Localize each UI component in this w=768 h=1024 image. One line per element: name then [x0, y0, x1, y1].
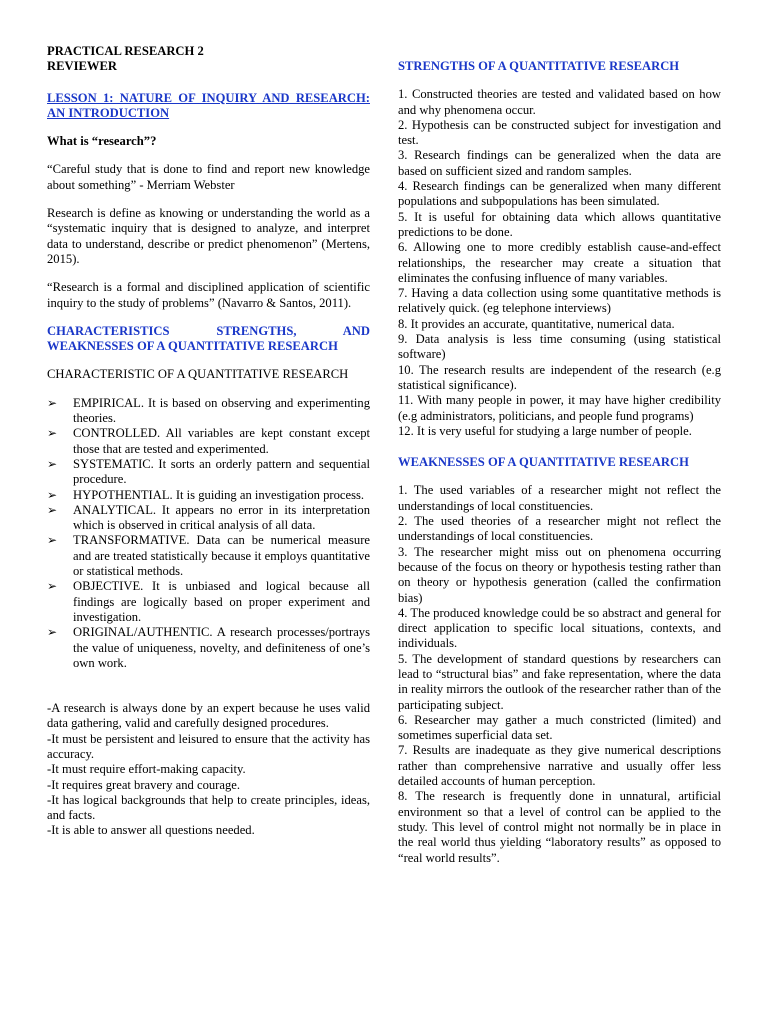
arrow-bullet-icon: ➢: [47, 502, 58, 517]
right-column: [398, 59, 721, 866]
list-item: 4. Research findings can be generalized when many different populations and subpopulations has been simulated.: [398, 179, 721, 209]
strengths-list: [398, 87, 721, 439]
arrow-bullet-icon: ➢: [47, 533, 58, 548]
arrow-bullet-icon: ➢: [47, 395, 58, 410]
list-item: 8. It provides an accurate, quantitative, numerical data.: [398, 316, 675, 331]
list-item: 3. Research findings can be generalized when the data are based on sufficient sized and random samples.: [398, 148, 721, 178]
list-item: 3. The researcher might miss out on phenomena occurring because of the focus on theory or hypothesis testing rather than on theory or hypothesis generation (called the confirmation bias): [398, 544, 721, 605]
arrow-bullet-icon: ➢: [47, 426, 58, 441]
definition-paragraph: “Careful study that is done to find and report new knowledge about something” - Merriam Webster: [47, 162, 370, 192]
list-item: ➢ OBJECTIVE. It is unbiased and logical because all findings are logically based on proper experiment and investigation.: [47, 579, 370, 624]
document-title: PRACTICAL RESEARCH 2 REVIEWER: [47, 44, 204, 74]
list-item: 6. Researcher may gather a much constricted (limited) and sometimes superficial data set.: [398, 712, 721, 743]
note-line: -It is able to answer all questions needed.: [47, 823, 255, 838]
list-item: ➢ SYSTEMATIC. It sorts an orderly pattern and sequential procedure.: [47, 456, 370, 487]
list-item: 7. Having a data collection using some quantitative methods is relatively quick. (eg telephone interviews): [398, 286, 721, 316]
note-line: -It must require effort-making capacity.: [47, 762, 246, 777]
list-item: 1. Constructed theories are tested and validated based on how and why phenomena occur.: [398, 87, 721, 117]
notes-block: [47, 701, 370, 839]
question-heading: What is “research”?: [47, 134, 157, 149]
list-item: ➢ ORIGINAL/AUTHENTIC. A research processes/portrays the value of uniqueness, novelty, and definiteness of one’s own work.: [47, 625, 370, 670]
list-item: 2. The used theories of a researcher might not reflect the understandings of local constituencies.: [398, 514, 721, 544]
list-item: 5. It is useful for obtaining data which allows quantitative predictions to be done.: [398, 209, 721, 239]
arrow-bullet-icon: ➢: [47, 625, 58, 640]
definition-paragraph: Research is define as knowing or understanding the world as a “systematic inquiry that is designed to analyze, and interpret data to understand, describe or predict phenomenon” (Mertens, 2015).: [47, 206, 370, 266]
list-item: ➢ ANALYTICAL. It appears no error in its interpretation which is observed in critical analysis of all data.: [47, 502, 370, 533]
left-column: [47, 44, 370, 839]
list-item: 5. The development of standard questions by researchers can lead to “structural bias” and fake representation, where the data in reality mirrors the outlook of the researcher rather than of the participating subject.: [398, 651, 721, 712]
list-item: ➢ TRANSFORMATIVE. Data can be numerical measure and are treated statistically because it employs quantitative or statistical methods.: [47, 533, 370, 579]
arrow-bullet-icon: ➢: [47, 487, 58, 502]
list-item: 2. Hypothesis can be constructed subject for investigation and test.: [398, 117, 721, 148]
list-item: 8. The research is frequently done in unnatural, artificial environment so that a level of control can be applied to the study. This level of control might not normally be in place in the real world thus yielding “laboratory results” as opposed to “real world results”.: [398, 789, 721, 865]
weaknesses-heading: WEAKNESSES OF A QUANTITATIVE RESEARCH: [398, 455, 689, 470]
note-line: -It must be persistent and leisured to ensure that the activity has accuracy.: [47, 731, 370, 761]
list-item: 9. Data analysis is less time consuming (using statistical software): [398, 332, 721, 362]
list-item: 10. The research results are independent of the research (e.g statistical significance).: [398, 362, 721, 392]
list-item: 7. Results are inadequate as they give numerical descriptions rather than comprehensive narrative and usually offer less detailed accounts of human perception.: [398, 743, 721, 789]
list-item: 11. With many people in power, it may have higher credibility (e.g administrators, politicians, and people fund programs): [398, 393, 721, 423]
characteristic-list: [47, 396, 370, 671]
list-item: 1. The used variables of a researcher might not reflect the understandings of local constituencies.: [398, 483, 721, 513]
weaknesses-list: [398, 483, 721, 865]
strengths-heading: STRENGTHS OF A QUANTITATIVE RESEARCH: [398, 59, 680, 73]
note-line: -A research is always done by an expert because he uses valid data gathering, valid and carefully designed procedures.: [47, 701, 370, 731]
list-item: 4. The produced knowledge could be so abstract and general for direct application to specific local situations, contexts, and individuals.: [398, 605, 721, 651]
section-heading: CHARACTERISTICS STRENGTHS, AND WEAKNESSES OF A QUANTITATIVE RESEARCH: [47, 323, 370, 354]
note-line: -It has logical backgrounds that help to create principles, ideas, and facts.: [47, 792, 370, 823]
arrow-bullet-icon: ➢: [47, 456, 58, 471]
list-item: ➢ EMPIRICAL. It is based on observing and experimenting theories.: [47, 395, 370, 426]
characteristic-subheading: CHARACTERISTIC OF A QUANTITATIVE RESEARCH: [47, 367, 349, 382]
list-item: 6. Allowing one to more credibly establish cause-and-effect relationships, the researcher may create a situation that eliminates the confusing influence of many variables.: [398, 240, 721, 285]
list-item: 12. It is very useful for studying a large number of people.: [398, 423, 692, 438]
lesson-heading: LESSON 1: NATURE OF INQUIRY AND RESEARCH: AN INTRODUCTION: [47, 90, 370, 120]
list-item: ➢ HYPOTHENTIAL. It is guiding an investigation process.: [47, 487, 365, 502]
list-item: ➢ CONTROLLED. All variables are kept constant except those that are tested and experimented.: [47, 426, 370, 456]
arrow-bullet-icon: ➢: [47, 579, 58, 594]
note-line: -It requires great bravery and courage.: [47, 777, 241, 792]
definition-paragraph: “Research is a formal and disciplined application of scientific inquiry to the study of problems” (Navarro & Santos, 2011).: [47, 280, 370, 310]
